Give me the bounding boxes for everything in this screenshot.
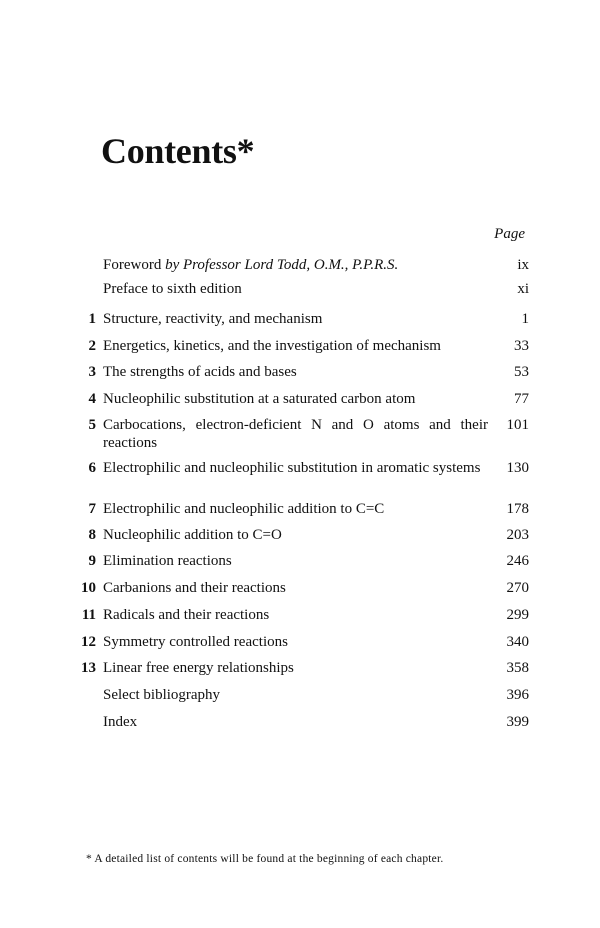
entry-title-text: Select bibliography (103, 687, 221, 703)
chapter-number: 1 (88, 311, 96, 327)
entry-title-text: Symmetry controlled reactions (103, 634, 288, 650)
entry-title-text: Electrophilic and nucleophilic addition to C=C (103, 501, 385, 517)
entry-title (103, 416, 488, 452)
page-column-label: Page (494, 226, 525, 242)
entry-title-text: Index (103, 714, 138, 730)
entry-title (103, 579, 488, 597)
chapter-number: 7 (88, 501, 96, 517)
chapter-number: 8 (88, 527, 96, 543)
entry-title-text: Energetics, kinetics, and the investigation of mechanism (103, 338, 441, 354)
page-number: 246 (506, 553, 529, 569)
page-number: 53 (514, 364, 529, 380)
entry-title (103, 390, 488, 408)
page-number: 1 (521, 311, 529, 327)
chapter-number: 4 (88, 391, 96, 407)
page-number: 340 (506, 634, 529, 650)
page-number: 299 (506, 607, 529, 623)
entry-title (103, 310, 488, 328)
entry-title (103, 713, 488, 731)
entry-title-text: Radicals and their reactions (103, 607, 270, 623)
page-number: 101 (506, 417, 529, 433)
entry-title-text: Structure, reactivity, and mechanism (103, 311, 323, 327)
entry-title (103, 459, 488, 477)
page-number: 396 (506, 687, 529, 703)
entry-title-text: Foreword (103, 257, 166, 273)
entry-title (103, 363, 488, 381)
entry-title-text: Carbanions and their reactions (103, 580, 286, 596)
chapter-number: 2 (88, 338, 96, 354)
entry-title-text: The strengths of acids and bases (103, 364, 297, 380)
entry-title (103, 606, 488, 624)
page-number: 178 (506, 501, 529, 517)
entry-title-italic: by Professor Lord Todd, O.M., P.P.R.S. (165, 257, 399, 273)
chapter-number: 11 (81, 607, 96, 623)
chapter-number: 12 (81, 634, 96, 650)
chapter-number: 9 (88, 553, 96, 569)
page-number: 358 (506, 660, 529, 676)
chapter-number: 5 (88, 417, 96, 433)
entry-title (103, 659, 488, 677)
page-number: 270 (506, 580, 529, 596)
entry-title-text: Nucleophilic addition to C=O (103, 527, 282, 543)
entry-title (103, 526, 488, 544)
chapter-number: 10 (81, 580, 96, 596)
entry-title-text: Elimination reactions (103, 553, 232, 569)
entry-title (103, 633, 488, 651)
page-number: 33 (514, 338, 529, 354)
entry-title (103, 686, 488, 704)
page-number: 399 (506, 714, 529, 730)
entry-title (103, 280, 488, 298)
page-title: Contents* (101, 131, 255, 171)
chapter-number: 6 (88, 460, 96, 476)
entry-title-text: Linear free energy relationships (103, 660, 294, 676)
entry-title (103, 552, 488, 570)
chapter-number: 3 (88, 364, 96, 380)
entry-title-text: Electrophilic and nucleophilic substitution in aromatic systems (103, 460, 481, 476)
entry-title (103, 500, 488, 518)
entry-title-text: Carbocations, electron-deficient N and O atoms and their reactions (103, 417, 488, 451)
entry-title (103, 337, 488, 355)
page-number: 130 (506, 460, 529, 476)
page-number: xi (517, 281, 529, 297)
entry-title (103, 256, 488, 274)
footnote: * A detailed list of contents will be found at the beginning of each chapter. (86, 853, 444, 865)
entry-title-text: Preface to sixth edition (103, 281, 242, 297)
page-number: 77 (514, 391, 529, 407)
page-number: ix (517, 257, 529, 273)
chapter-number: 13 (81, 660, 96, 676)
page-number: 203 (506, 527, 529, 543)
entry-title-text: Nucleophilic substitution at a saturated carbon atom (103, 391, 416, 407)
